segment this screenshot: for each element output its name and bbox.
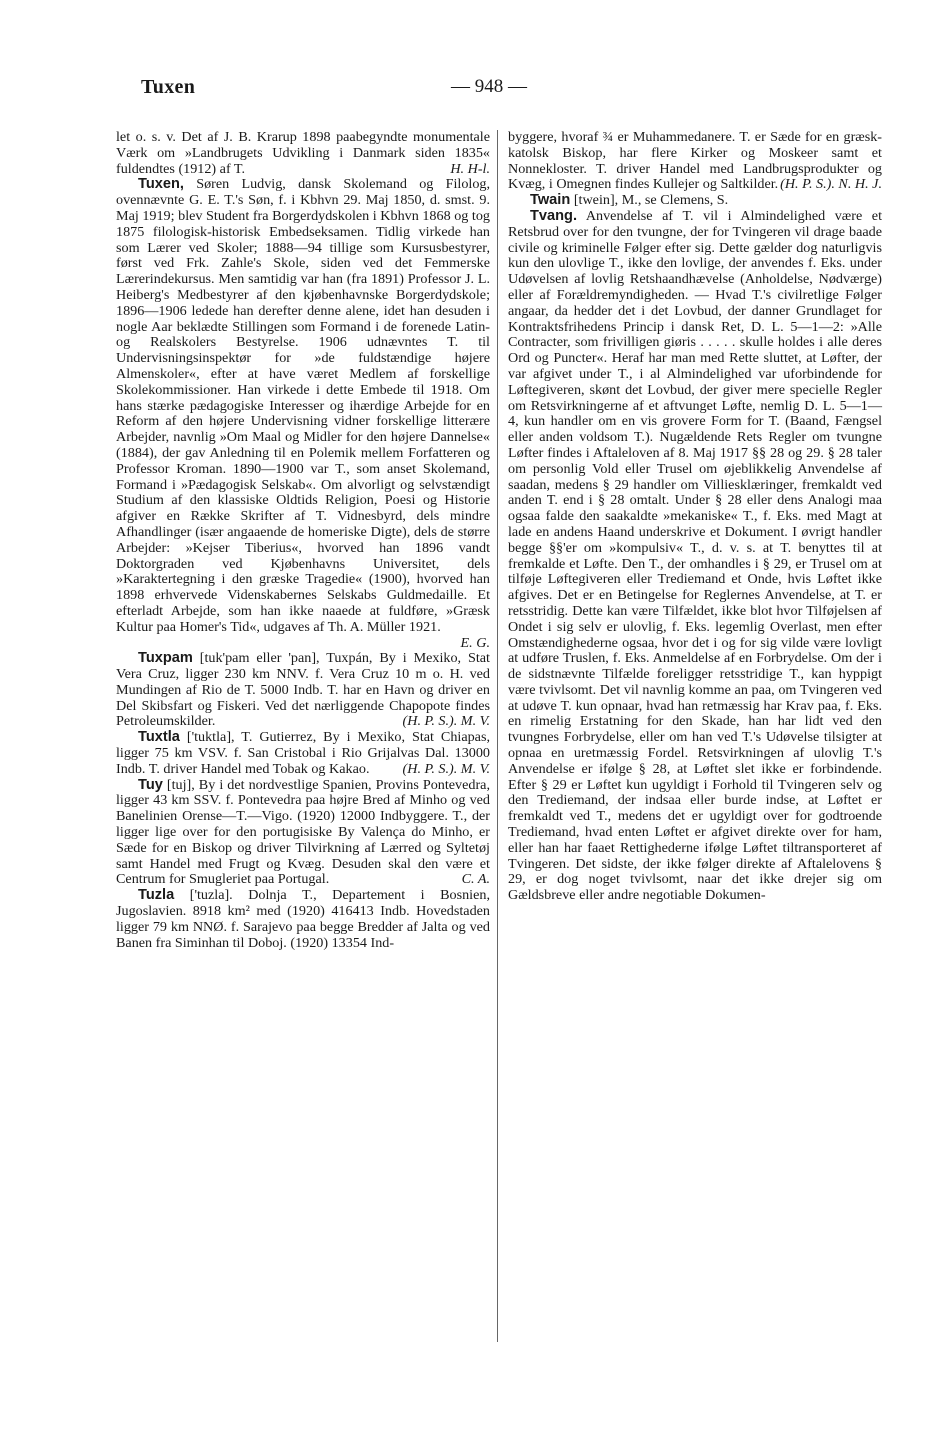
entry-headword: Tvang.: [530, 207, 578, 224]
entry-headword: Tuxen,: [138, 176, 184, 193]
dictionary-entry: [508, 130, 882, 193]
dictionary-entry: [116, 888, 490, 951]
page-number: — 948 —: [451, 76, 527, 97]
dictionary-entry: [116, 778, 490, 889]
page-header: [0, 0, 936, 110]
entry-text: Anvendelse af T. vil i Almindelighed være et Retsbrud over for den tvungne, der for Tvingeren vil drage baade civile og kriminelle Følger efter sig. Dette gælder dog naturligvis kun den ulovlige T., ikke den lovlige, der anvendes f. Eks. under Udøvelsen af lovlig Retshaandhævelse (Anholdelse, Nødværge) eller af Forældremyndigheden. — Hvad T.'s civilretlige Følger angaar, da hedder det i det Lovbud, der danner Grundlaget for Kontraktsfrihedens Princip i dansk Ret, D. L. 5—1—2: »Alle Contracter, som frivilligen giøris . . . . . skulle holdes i alle deres Ord og Puncter«. Heraf har man med Rette sluttet, at Løfter, der var afgivet under T., i al Almindelighed var uforbindende for Løftegiveren, skønt det Lovbud, der giver mere specielle Regler om Retsvirkningerne af et aftvunget Løfte, nemlig D. L. 5—1—4, kun handler om en vis grovere Form for T. (Baand, Fængsel eller anden voldsom T.). Nugældende Rets Regler om tvungne Løfter findes i Aftaleloven af 8. Maj 1917 §§ 28 og 29. § 28 taler om personlig Vold eller Trusel om øjeblikkelig Anvendelse af saadan, medens § 29 handler om Villiesklæringer, fremkaldt ved anden T. end i § 28 omtalt. Under § 28 eller dens Analogi maa ogsaa falde den saakaldte »mekaniske« T., f. Eks. med Magt at lade en andens Haand underskrive et Dokument. I øvrigt handler begge §§'er om »kompulsiv« T., d. v. s. at T. benyttes til at fremkalde et Løfte. Den T., der omhandles i § 29, er Trusel om at tilføje Løftegiveren eller Trediemand et Onde, hvis Løftet ikke afgives. Det er en Betingelse for Reglernes Anvendelse, at T. er retsstridig. Dette kan være Tilfældet, ikke blot hvor Tilføjelsen af Ondet i sig selv er ulovlig, f. Eks. legemlig Overlast, men efter Omstændighederne ogsaa, hvor det i og for sig vilde være lovligt at udføre Truslen, f. Eks. Anmeldelse af en Forbrydelse. Om der i de sidstnævnte Tilfælde foreligger retsstridige T., kan hyppigt være tvivlsomt. Det vil navnlig komme an paa, om Tvingeren ved at udøve T. kun opnaar, hvad han retmæssig har Krav paa, f. Eks. en rimelig Erstatning for den Skade, han har lidt ved den tvungnes Forbrydelse, eller om han ved T.'s Udøvelse tilsigter at opnaa en uretmæssig Fordel. Retsvirkningen af ulovlig T.'s Anvendelse er ifølge § 28, at Løftet slet ikke er forbindende. Efter § 29 er Løftet kun ugyldigt i Forhold til Tvingeren selv og den Trediemand, der indsaa eller burde indse, at Løftet er fremkaldt ved T., medens det er ugyldigt over for godtroende Trediemand, hvad enten Løftet er afgivet direkte over for ham, eller han har faaet Rettighederne ifølge Løftet tiltransporteret af Tvingeren. Det sidste, der ikke følger direkte af Aftalelovens § 29, er dog noget tvivlsomt, naar det ikke drejer sig om Gældsbreve eller andre negotiable Dokumen-: [508, 207, 882, 904]
entry-text: byggere, hvoraf ¾ er Muhammedanere. T. er Sæde for en græsk-katolsk Biskop, har flere Kirker og Moskeer samt et Nonnekloster. T. driver Handel med Landbrugsprodukter og Kvæg, i Omegnen findes Kullejer og Saltkilder.: [508, 129, 882, 193]
entry-text: [twein], M., se Clemens, S.: [573, 192, 729, 209]
entry-headword: Tuzla: [138, 887, 175, 904]
entry-text: [tuj], By i det nordvestlige Spanien, Provins Pontevedra, ligger 43 km SSV. f. Pontevedra paa højre Bred af Minho og ved Banelinien Orense—T.—Vigo. (1920) 12000 Indbyggere. T., der ligger lige over for den portugisiske By Valença do Minho, er Sæde for en Biskop og driver Tilvirkning af Lærred og Syltetøj samt Handel med Frugt og Kvæg. Desuden skal den være et Centrum for Smugleriet paa Portugal.: [116, 776, 490, 888]
author-signature: (H. P. S.). M. V.: [402, 713, 490, 730]
dictionary-entry: [508, 209, 882, 904]
dictionary-entry: [116, 177, 490, 651]
entry-headword: Twain: [530, 192, 571, 209]
dictionary-entry: [116, 651, 490, 730]
entry-text: ['tuzla]. Dolnja T., Departement i Bosnien, Jugoslavien. 8918 km² med (1920) 416413 Indb. Hovedstaden ligger 79 km NNØ. f. Sarajevo paa begge Bredder af Jalta og ved Banen fra Siminhan til Doboj. (1920) 13354 Ind-: [116, 887, 490, 951]
left-column: [116, 130, 490, 951]
author-signature: (H. P. S.). M. V.: [402, 760, 490, 777]
entry-headword: Tuy: [138, 776, 163, 793]
dictionary-entry: [116, 730, 490, 777]
author-signature: H. H-l.: [450, 160, 490, 177]
entry-text: Søren Ludvig, dansk Skolemand og Filolog, ovennævnte G. E. T.'s Søn, f. i Kbhvn 29. Maj 1850, d. smst. 9. Maj 1919; blev Student fra Borgerdydskolen i Kbhvn 1868 og tog 1875 filologisk-historisk Embedseksamen. Tidlig virkede han som Lærer ved Skoler; 1888—94 tillige som Kursusbestyrer, først ved Frk. Zahle's Skole, siden ved det Femmerske Lærerindekursus. Men samtidig var han (fra 1891) Professor J. L. Heiberg's Medbestyrer af den kjøbenhavnske Borgerdydskole; 1896—1906 ledede han derefter denne alene, idet han desuden i nogle Aar beklædte Stillingen som Formand i de forenede Latin- og Realskolers Bestyrelse. 1906 udnævntes T. til Undervisningsinspektør for »de fuldstændige højere Almenskoler«, efter at have været Medlem af forskellige Skolekommissioner. Han virkede i dette Embede til 1918. Om hans stærke pædagogiske Interesser og ihærdige Arbejde for en Reform af den højere Undervisning vidner forskellige litterære Arbejder, navnlig »Om Maal og Midler for den højere Dannelse« (1884), der gav Anledning til en Polemik mellem Forfatteren og Professor Kroman. 1890—1900 var T., som anset Skolemand, Formand i »Pædagogisk Selskab«. Om alvorligt og selvstændigt Studium af den klassiske Oldtids Religion, Poesi og Historie afgiver en Række Skrifter af T. Vidnesbyrd, dels mindre Afhandlinger (især angaaende de homeriske Digte), dels de større Arbejder: »Kejser Tiberius«, hvorved han 1896 vandt Doktorgraden ved Kjøbenhavns Universitet, dels »Karaktertegning i den græske Tragedie« (1900), hvorved han 1898 erhvervede Videnskabernes Selskabs Guldmedaille. Et efterladt Arbejde, som han ikke naaede at fuldføre, »Græsk Kultur paa Homer's Tid«, udgaves af Th. A. Müller 1921.: [116, 176, 491, 635]
dictionary-entry: [116, 130, 490, 177]
entry-text: let o. s. v. Det af J. B. Krarup 1898 paabegyndte monumentale Værk om »Landbrugets Udvikling i Danmark siden 1835« fuldendtes (1912) af T.: [116, 129, 490, 177]
author-signature: (H. P. S.). N. H. J.: [780, 176, 882, 193]
column-divider: [497, 130, 498, 1342]
author-signature: E. G.: [460, 634, 490, 651]
running-headword: Tuxen: [141, 76, 196, 98]
entry-text: ['tuktla], T. Gutierrez, By i Mexiko, Stat Chiapas, ligger 75 km VSV. f. San Cristobal i Rio Grijalvas Dal. 13000 Indb. T. driver Handel med Tobak og Kakao.: [116, 729, 490, 777]
dictionary-entry: [508, 193, 882, 209]
author-signature: C. A.: [461, 871, 490, 888]
entry-headword: Tuxpam: [138, 650, 193, 667]
entry-text: [tuk'pam eller 'pan], Tuxpán, By i Mexiko, Stat Vera Cruz, ligger 230 km NNV. f. Vera Cruz 10 m o. H. ved Mundingen af Rio de T. 5000 Indb. T. har en Havn og driver en Del Skibsfart og Fiskeri. Ved det nærliggende Chapopote findes Petroleumskilder.: [116, 650, 490, 730]
entry-headword: Tuxtla: [138, 729, 180, 746]
right-column: [508, 130, 882, 904]
